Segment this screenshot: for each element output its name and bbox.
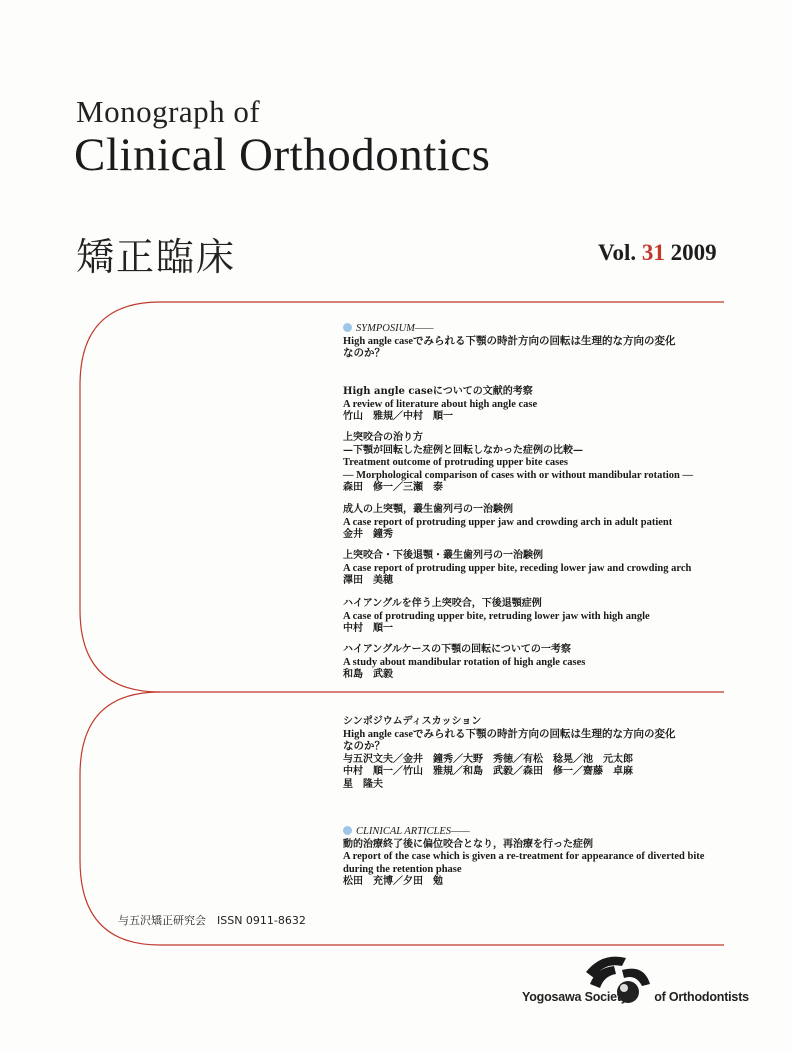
article-authors: 竹山 雅規／中村 順一 — [343, 411, 453, 422]
article-jp-title: 上突咬合の治り方 — [343, 432, 423, 443]
article-2 — [343, 432, 693, 495]
article-3 — [343, 504, 672, 542]
discussion-line-1: High angle caseでみられる下顎の時計方向の回転は生理的な方向の変化 — [343, 728, 676, 740]
bullet-icon — [343, 826, 352, 835]
discussion-section — [343, 716, 676, 791]
article-jp-title: 上突咬合・下後退顎・叢生歯列弓の一治験例 — [343, 550, 543, 561]
article-authors: 中村 順一 — [343, 623, 393, 634]
article-1 — [343, 386, 537, 424]
discussion-line-2: なのか？ — [343, 741, 385, 752]
article-en-title: A review of literature about high angle case — [343, 398, 538, 410]
symposium-theme-1: High angle caseでみられる下顎の時計方向の回転は生理的な方向の変化 — [343, 335, 676, 347]
article-authors: 和島 武毅 — [343, 669, 393, 680]
clinical-jp-title: 動的治療終了後に偏位咬合となり，再治療を行った症例 — [343, 838, 593, 850]
article-jp-title: ハイアングルを伴う上突咬合，下後退顎症例 — [343, 598, 542, 609]
article-en-title: A case report of protruding upper bite, receding lower jaw and crowding arch — [343, 562, 692, 574]
article-jp-title: 成人の上突顎，叢生歯列弓の一治験例 — [343, 504, 513, 515]
volume-number: 31 — [641, 240, 665, 265]
article-jp-title: High angle caseについての文献的考察 — [343, 386, 533, 397]
article-en-title: Treatment outcome of protruding upper bite cases — [343, 457, 568, 468]
symposium-label: SYMPOSIUM—— — [356, 323, 434, 334]
society-name-left: Yogosawa Society — [522, 990, 628, 1004]
clinical-articles-section — [343, 826, 704, 889]
volume-prefix: Vol. — [598, 240, 637, 265]
society-name-right: of Orthodontists — [654, 990, 749, 1004]
article-en-subtitle: — Morphological comparison of cases with or without mandibular rotation — — [343, 469, 694, 481]
discussion-title: シンポジウムディスカッション — [343, 716, 482, 727]
volume-year: 2009 — [670, 240, 717, 265]
discussion-authors-2: 中村 順一／竹山 雅規／和島 武毅／森田 修一／齋藤 卓麻 — [343, 766, 633, 777]
symposium-header — [343, 323, 743, 361]
article-5 — [343, 598, 650, 636]
title-line-1: Monograph of — [76, 94, 261, 129]
title-line-2: Clinical Orthodontics — [74, 129, 491, 181]
article-4 — [343, 550, 691, 588]
article-en-title: A case report of protruding upper jaw and crowding arch in adult patient — [343, 516, 673, 528]
clinical-authors: 松田 充博／夕田 勉 — [343, 876, 443, 887]
article-6 — [343, 644, 585, 682]
clinical-en-title-2: during the retention phase — [343, 863, 462, 875]
clinical-en-title-1: A report of the case which is given a re-treatment for appearance of diverted bite — [343, 851, 705, 862]
symposium-theme-2: なのか？ — [343, 348, 385, 359]
society-name — [522, 990, 749, 1004]
discussion-authors-1: 与五沢文夫／金井 鐘秀／大野 秀徳／有松 稔晃／池 元太郎 — [343, 753, 633, 765]
japanese-title: 矯正臨床 — [76, 235, 237, 279]
article-authors: 金井 鐘秀 — [343, 529, 393, 540]
article-jp-title: ハイアングルケースの下顎の回転についての一考察 — [343, 644, 571, 655]
article-authors: 澤田 美穂 — [343, 575, 393, 586]
article-jp-subtitle: —下顎が回転した症例と回転しなかった症例の比較— — [343, 444, 583, 456]
article-authors: 森田 修一／三瀬 泰 — [343, 482, 443, 493]
article-en-title: A case of protruding upper bite, retruding lower jaw with high angle — [343, 610, 650, 622]
bullet-icon — [343, 323, 352, 332]
article-en-title: A study about mandibular rotation of high angle cases — [343, 656, 586, 668]
discussion-authors-3: 星 隆夫 — [343, 778, 383, 790]
publisher-issn: 与五沢矯正研究会 ISSN 0911-8632 — [118, 914, 306, 927]
clinical-label: CLINICAL ARTICLES—— — [356, 826, 470, 837]
